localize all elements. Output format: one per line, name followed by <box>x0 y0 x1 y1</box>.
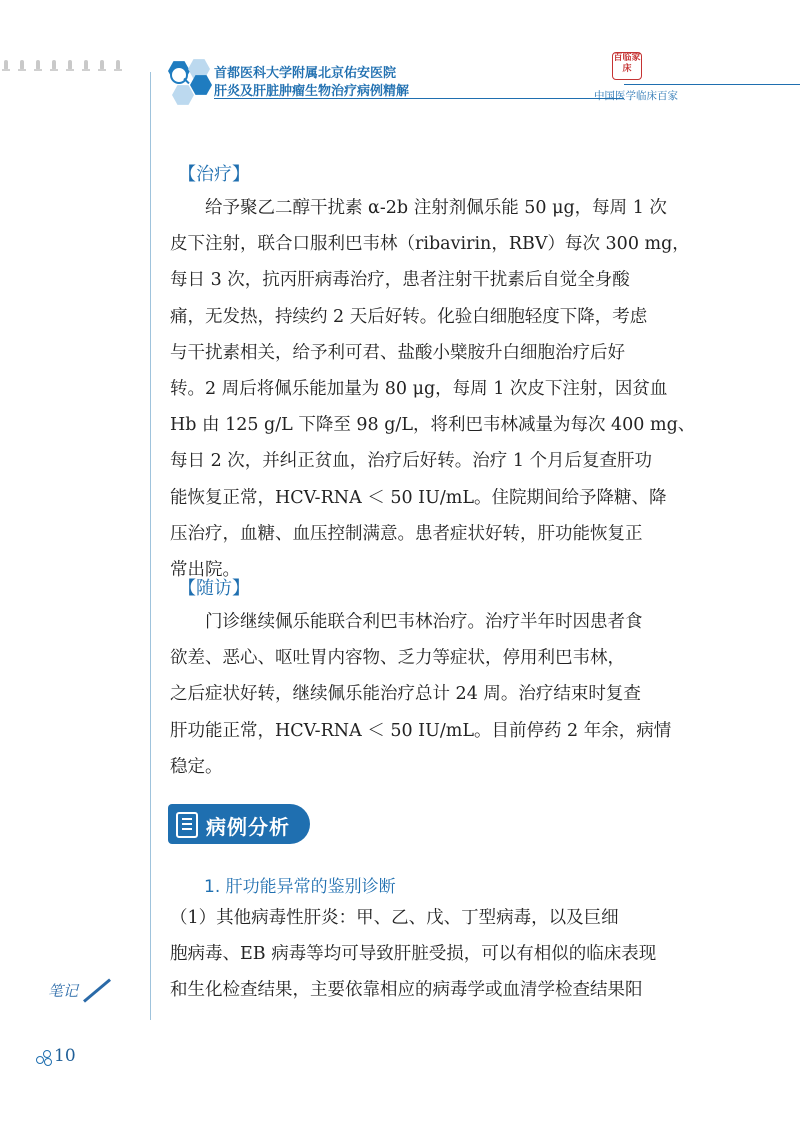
text-line: （1）其他病毒性肝炎：甲、乙、戊、丁型病毒，以及巨细 <box>170 908 619 928</box>
publisher-seal: 百临家床 <box>612 52 642 80</box>
pen-icon <box>83 978 111 1002</box>
header-rule <box>214 98 624 99</box>
text-line: 压治疗，血糖、血压控制满意。患者症状好转，肝功能恢复正 <box>170 523 643 544</box>
notes-icon <box>48 970 118 1010</box>
text-line: 胞病毒、EB 病毒等均可导致肝脏受损，可以有相似的临床表现 <box>170 944 657 965</box>
series-title: 中国医学临床百家 <box>594 90 678 102</box>
followup-paragraph <box>170 604 690 785</box>
binder-rings <box>0 60 130 74</box>
header-rule <box>624 84 800 85</box>
text-line: 皮下注射，联合口服利巴韦林（ribavirin，RBV）每次 300 mg， <box>170 234 690 255</box>
text-line: 稳定。 <box>170 756 223 777</box>
treatment-paragraph <box>170 190 696 588</box>
analysis-paragraph <box>170 900 690 1009</box>
section-label-followup: 【随访】 <box>178 578 250 599</box>
notes-label: 笔记 <box>48 982 79 1000</box>
text-line: 痛，无发热，持续约 2 天后好转。化验白细胞轻度下降，考虑 <box>170 306 648 327</box>
subsection-heading: 1. 肝功能异常的鉴别诊断 <box>204 877 396 897</box>
text-line: 之后症状好转，继续佩乐能治疗总计 24 周。治疗结束时复查 <box>170 684 641 705</box>
section-banner-case-analysis <box>168 804 310 844</box>
header-title-line2: 肝炎及肝脏肿瘤生物治疗病例精解 <box>214 84 410 99</box>
text-line: 肝功能正常，HCV-RNA ＜ 50 IU/mL。目前停药 2 年余，病情 <box>170 720 672 741</box>
text-line: 每日 3 次，抗丙肝病毒治疗，患者注射干扰素后自觉全身酸 <box>170 270 630 291</box>
margin-line <box>150 72 151 1020</box>
magnifier-icon <box>170 66 188 84</box>
text-line: 能恢复正常，HCV-RNA ＜ 50 IU/mL。住院期间给予降糖、降 <box>170 487 667 508</box>
hex-decoration <box>172 84 194 106</box>
text-line: 和生化检查结果，主要依靠相应的病毒学或血清学检查结果阳 <box>170 980 643 1001</box>
text-line: 门诊继续佩乐能联合利巴韦林治疗。治疗半年时因患者食 <box>205 612 643 632</box>
text-line: 常出院。 <box>170 560 240 581</box>
text-line: Hb 由 125 g/L 下降至 98 g/L，将利巴韦林减量为每次 400 mg、 <box>170 415 696 436</box>
page-number: 10 <box>54 1046 76 1066</box>
section-label-treatment: 【治疗】 <box>178 164 250 185</box>
text-line: 与干扰素相关，给予利可君、盐酸小檗胺升白细胞治疗后好 <box>170 342 625 363</box>
text-line: 转。2 周后将佩乐能加量为 80 μg，每周 1 次皮下注射，因贫血 <box>170 379 668 400</box>
text-line: 给予聚乙二醇干扰素 α-2b 注射剂佩乐能 50 μg，每周 1 次 <box>205 198 667 218</box>
header-title-line1: 首都医科大学附属北京佑安医院 <box>214 66 397 81</box>
banner-title: 病例分析 <box>206 815 290 839</box>
molecule-icon <box>36 1050 52 1064</box>
text-line: 欲差、恶心、呕吐胃内容物、乏力等症状，停用利巴韦林， <box>170 648 625 669</box>
clipboard-icon <box>176 812 198 838</box>
text-line: 每日 2 次，并纠正贫血，治疗后好转。治疗 1 个月后复查肝功 <box>170 451 653 472</box>
